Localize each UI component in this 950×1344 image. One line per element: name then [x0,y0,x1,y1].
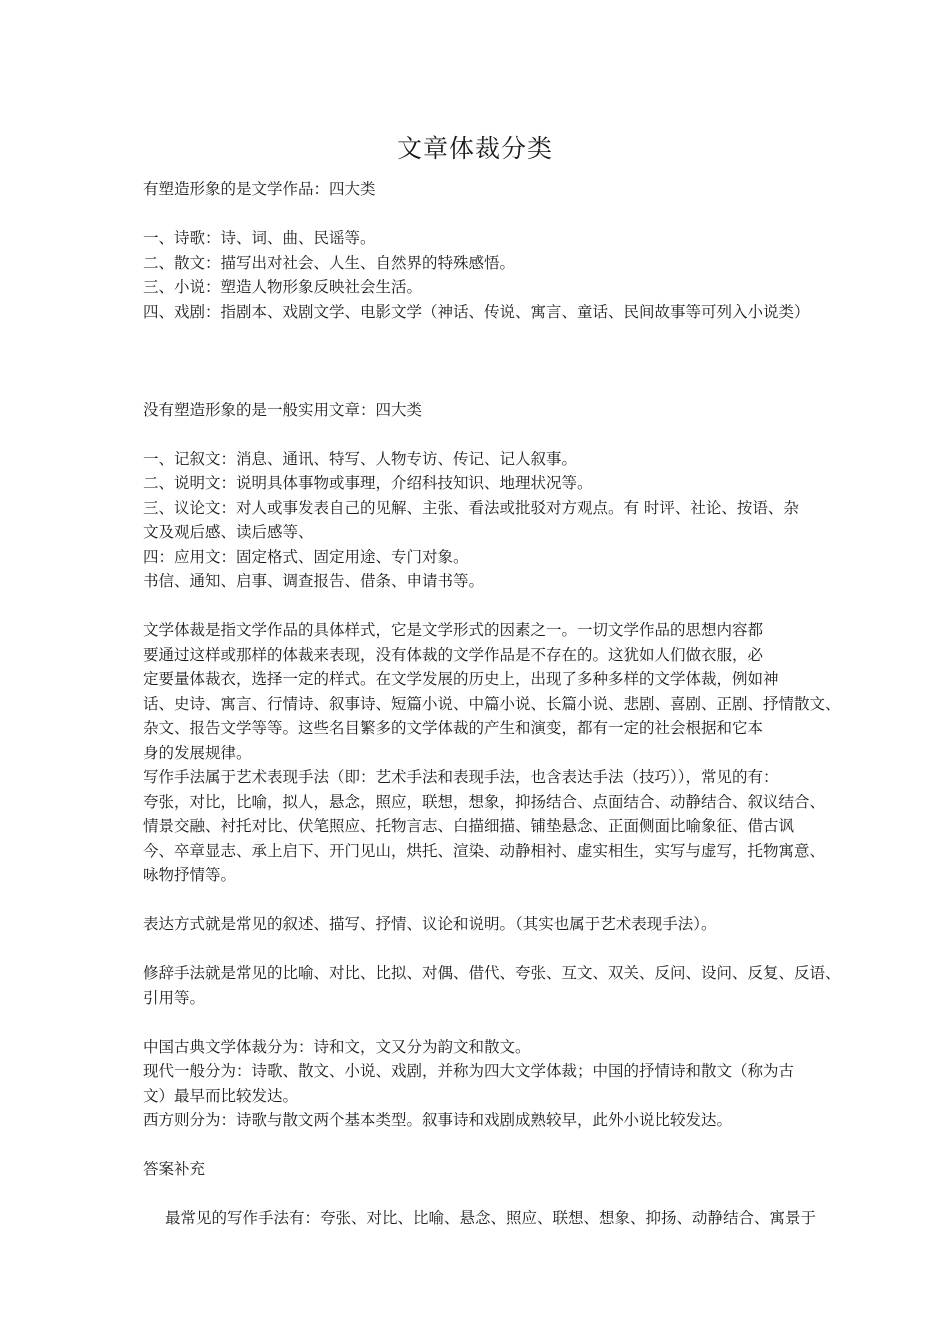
text-line: 文及观后感、读后感等、 [143,523,314,541]
text-line: 定要量体裁衣，选择一定的样式。在文学发展的历史上，出现了多种多样的文学体裁，例如神 [143,670,779,688]
text-line: 引用等。 [143,988,206,1007]
text-line: 答案补充 [143,1160,206,1178]
text-line: 有塑造形象的是文学作品：四大类 [143,180,376,198]
text-line: 四：应用文：固定格式、固定用途、专门对象。 [143,547,469,566]
document-body [143,177,841,1231]
blank-line [143,594,823,619]
text-line: 一、诗歌：诗、词、曲、民谣等。 [143,229,376,247]
text-line: 三、议论文：对人或事发表自己的见解、主张、看法或批驳对方观点。有 时评、社论、按语、杂 [143,498,799,517]
text-line: 现代一般分为：诗歌、散文、小说、戏剧，并称为四大文学体裁；中国的抒情诗和散文（称为古 [143,1062,795,1080]
blank-line [143,349,823,374]
blank-line [143,422,823,447]
text-line: 文学体裁是指文学作品的具体样式，它是文学形式的因素之一。一切文学作品的思想内容都 [143,621,764,639]
text-line: 修辞手法就是常见的比喻、对比、比拟、对偶、借代、夸张、互文、双关、反问、设问、反复、反语、 [143,964,841,982]
text-line: 四、戏剧：指剧本、戏剧文学、电影文学（神话、传说、寓言、童话、民间故事等可列入小说类） [143,302,810,321]
blank-line [143,202,823,227]
text-line: 杂文、报告文学等等。这些名目繁多的文学体裁的产生和演变，都有一定的社会根据和它本 [143,719,764,737]
blank-line [143,888,823,913]
text-line: 二、散文：描写出对社会、人生、自然界的特殊感悟。 [143,253,516,272]
blank-line [143,1133,823,1158]
text-line: 最常见的写作手法有：夸张、对比、比喻、悬念、照应、联想、想象、抑扬、动静结合、寓景于 [165,1209,817,1227]
text-line: 今、卒章显志、承上启下、开门见山，烘托、渲染、动静相衬、虚实相生，实写与虚写，托物寓意、 [143,841,826,860]
text-line: 身的发展规律。 [143,743,252,762]
text-line: 文）最早而比较发达。 [143,1086,299,1105]
text-line: 要通过这样或那样的体裁来表现，没有体裁的文学作品是不存在的。这犹如人们做衣服，必 [143,645,764,664]
text-line: 咏物抒情等。 [143,866,237,884]
text-line: 二、说明文：说明具体事物或事理，介绍科技知识、地理状况等。 [143,474,593,492]
text-line: 写作手法属于艺术表现手法（即：艺术手法和表现手法，也含表达手法（技巧）），常见的有： [143,768,779,786]
text-line: 中国古典文学体裁分为：诗和文，文又分为韵文和散文。 [143,1037,531,1056]
blank-line [143,1182,823,1207]
text-line: 话、史诗、寓言、行情诗、叙事诗、短篇小说、中篇小说、长篇小说、悲剧、喜剧、正剧、抒情散文、 [143,694,841,713]
blank-line [143,1010,823,1035]
text-line: 没有塑造形象的是一般实用文章：四大类 [143,400,423,419]
text-line: 表达方式就是常见的叙述、描写、抒情、议论和说明。（其实也属于艺术表现手法）。 [143,915,717,933]
text-line: 夸张，对比，比喻，拟人，悬念，照应，联想，想象，抑扬结合、点面结合、动静结合、叙议结合、 [143,792,826,811]
blank-line [143,324,823,349]
document-title: 文章体裁分类 [396,134,553,163]
blank-line [143,373,823,398]
text-line: 情景交融、衬托对比、伏笔照应、托物言志、白描细描、铺垫悬念、正面侧面比喻象征、借古讽 [143,817,795,835]
text-line: 三、小说：塑造人物形象反映社会生活。 [143,278,423,296]
text-line: 书信、通知、启事、调查报告、借条、申请书等。 [143,572,485,590]
text-line: 一、记叙文：消息、通讯、特写、人物专访、传记、记人叙事。 [143,449,578,468]
blank-line [143,937,823,962]
text-line: 西方则分为：诗歌与散文两个基本类型。叙事诗和戏剧成熟较早，此外小说比较发达。 [143,1111,733,1129]
